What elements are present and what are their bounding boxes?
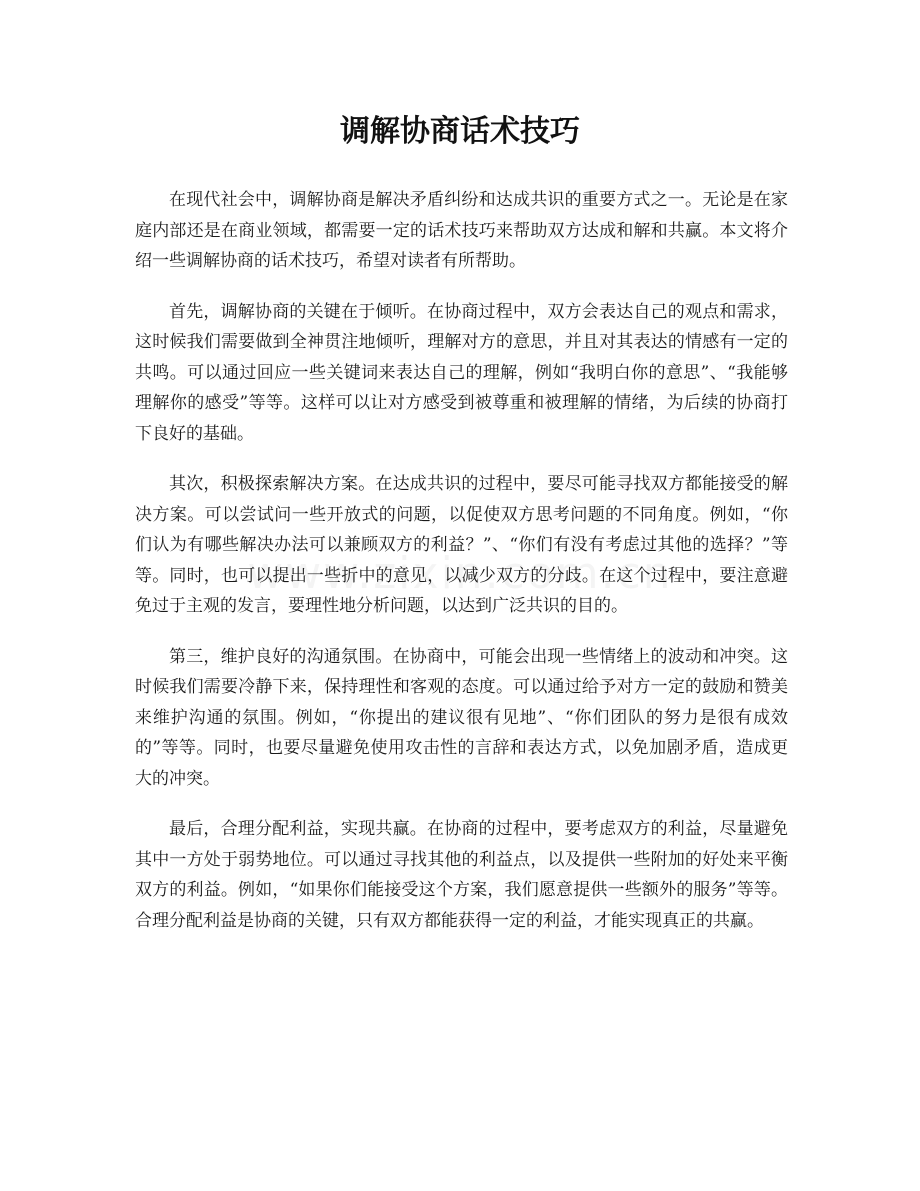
paragraph-atmosphere: 第三，维护良好的沟通氛围。在协商中，可能会出现一些情绪上的波动和冲突。这时候我们需要冷静下来，保持理性和客观的态度。可以通过给予对方一定的鼓励和赞美来维护沟通的氛围。例如，“你提出的建议很有见地”、“你们团队的努力是很有成效的”等等。同时，也要尽量避免使用攻击性的言辞和表达方式，以免加剧矛盾，造成更大的冲突。 <box>135 646 788 789</box>
page-title: 调解协商话术技巧 <box>340 114 580 149</box>
paragraph-listening: 首先，调解协商的关键在于倾听。在协商过程中，双方会表达自己的观点和需求，这时候我们需要做到全神贯注地倾听，理解对方的意思，并且对其表达的情感有一定的共鸣。可以通过回应一些关键词来表达自己的理解，例如“我明白你的意思”、“我能够理解你的感受”等等。这样可以让对方感受到被尊重和被理解的情绪，为后续的协商打下良好的基础。 <box>135 301 788 444</box>
paragraph-intro: 在现代社会中，调解协商是解决矛盾纠纷和达成共识的重要方式之一。无论是在家庭内部还是在商业领域，都需要一定的话术技巧来帮助双方达成和解和共赢。本文将介绍一些调解协商的话术技巧，希望对读者有所帮助。 <box>135 190 788 271</box>
paragraph-interests: 最后，合理分配利益，实现共赢。在协商的过程中，要考虑双方的利益，尽量避免其中一方处于弱势地位。可以通过寻找其他的利益点，以及提供一些附加的好处来平衡双方的利益。例如，“如果你们能接受这个方案，我们愿意提供一些额外的服务”等等。合理分配利益是协商的关键，只有双方都能获得一定的利益，才能实现真正的共赢。 <box>135 819 788 931</box>
paragraph-solutions: 其次，积极探索解决方案。在达成共识的过程中，要尽可能寻找双方都能接受的解决方案。可以尝试问一些开放式的问题，以促使双方思考问题的不同角度。例如，“你们认为有哪些解决办法可以兼顾双方的利益？”、“你们有没有考虑过其他的选择？”等等。同时，也可以提出一些折中的意见，以减少双方的分歧。在这个过程中，要注意避免过于主观的发言，要理性地分析问题，以达到广泛共识的目的。 <box>135 474 788 616</box>
document-body <box>135 185 788 956</box>
